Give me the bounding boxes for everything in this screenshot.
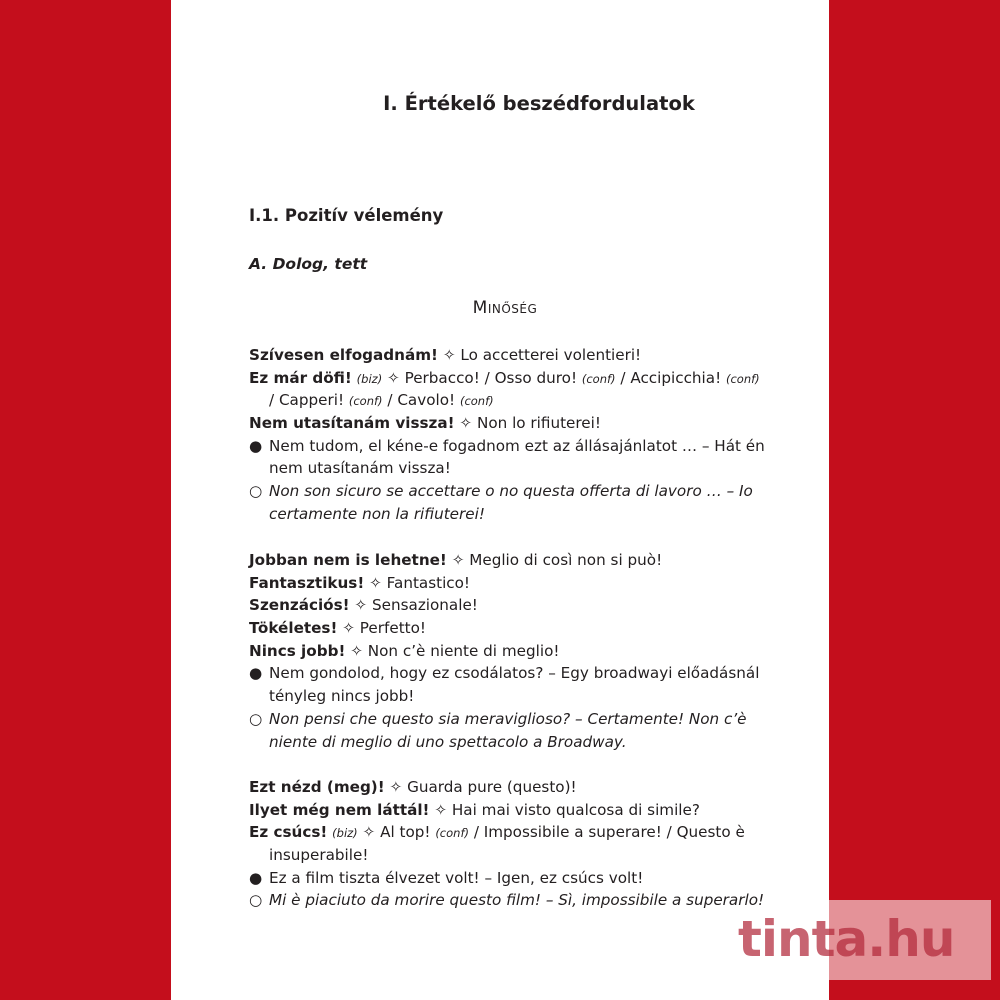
example-hu: ● Nem tudom, el kéne-e fogadnom ezt az állásajánlatot … – Hát én <box>249 435 765 458</box>
star-icon: ✧ <box>350 641 363 660</box>
it-phrase: Perfetto! <box>359 619 426 638</box>
hu-phrase: Nincs jobb! <box>249 641 346 660</box>
hu-phrase: Ez csúcs! <box>249 823 328 842</box>
hu-phrase: Nem utasítanám vissza! <box>249 414 455 433</box>
entry-line-continued <box>249 389 765 412</box>
it-phrase: Lo accetterei volentieri! <box>460 346 642 364</box>
chapter-title: I. Értékelő beszédfordulatok <box>383 92 695 115</box>
entry-line <box>249 799 764 822</box>
hu-phrase: Ilyet még nem láttál! <box>249 800 430 819</box>
entry-line <box>249 572 759 595</box>
hollow-bullet-icon: ○ <box>249 891 263 910</box>
it-phrase: Perbacco! / Osso duro! <box>404 368 578 387</box>
it-phrase: Sensazionale! <box>371 596 478 615</box>
register-tag: (biz) <box>356 371 383 386</box>
filled-bullet-icon: ● <box>249 664 263 683</box>
hu-phrase: Ezt nézd (meg)! <box>249 778 385 796</box>
watermark-logo: tinta.hu <box>738 910 955 968</box>
example-hu-continued: tényleg nincs jobb! <box>269 687 415 706</box>
entry-line <box>249 367 765 390</box>
entry-block-3 <box>249 776 764 912</box>
register-tag: (conf) <box>348 394 383 409</box>
it-phrase: / Cavolo! <box>387 391 456 410</box>
hu-phrase: Tökéletes! <box>249 619 338 638</box>
example-it: ○ Non pensi che questo sia meraviglioso? – Certamente! Non c’è <box>249 708 759 731</box>
register-tag: (biz) <box>332 826 358 841</box>
entry-block-1 <box>249 344 765 526</box>
entry-line-continued: insuperabile! <box>269 846 369 865</box>
sub-title: A. Dolog, tett <box>249 255 368 273</box>
example-hu-continued: nem utasítanám vissza! <box>269 459 451 478</box>
entry-block-2 <box>249 549 759 753</box>
category-heading: Minőség <box>472 298 538 318</box>
dictionary-page <box>171 0 829 1000</box>
it-phrase: Guarda pure (questo)! <box>407 778 577 796</box>
it-phrase: Hai mai visto qualcosa di simile? <box>451 800 700 819</box>
it-phrase: Non lo rifiuterei! <box>476 414 601 433</box>
entry-line <box>249 776 764 799</box>
it-phrase: / Accipicchia! <box>620 368 722 387</box>
hu-phrase: Szenzációs! <box>249 596 350 615</box>
it-phrase: / Impossibile a superare! / Questo è <box>473 823 745 842</box>
star-icon: ✧ <box>434 800 448 819</box>
filled-bullet-icon: ● <box>249 868 263 887</box>
it-phrase: Fantastico! <box>386 573 471 592</box>
star-icon: ✧ <box>387 368 400 387</box>
it-phrase: Al top! <box>380 823 431 842</box>
section-title: I.1. Pozitív vélemény <box>249 206 444 225</box>
example-hu: ● Nem gondolod, hogy ez csodálatos? – Egy broadwayi előadásnál <box>249 662 759 685</box>
star-icon: ✧ <box>389 778 403 796</box>
entry-line <box>249 640 759 663</box>
it-phrase: / Capperi! <box>269 391 345 410</box>
hu-phrase: Szívesen elfogadnám! <box>249 346 438 364</box>
hu-phrase: Fantasztikus! <box>249 573 365 592</box>
star-icon: ✧ <box>442 346 456 364</box>
filled-bullet-icon: ● <box>249 436 263 455</box>
register-tag: (conf) <box>726 371 760 386</box>
it-phrase: Non c’è niente di meglio! <box>367 641 560 660</box>
example-hu: ● Ez a film tiszta élvezet volt! – Igen, ez csúcs volt! <box>249 867 764 890</box>
star-icon: ✧ <box>451 551 465 569</box>
entry-line <box>249 412 765 435</box>
star-icon: ✧ <box>362 823 376 842</box>
star-icon: ✧ <box>354 596 368 615</box>
entry-line <box>249 617 759 640</box>
hu-phrase: Ez már döfi! <box>249 368 352 387</box>
star-icon: ✧ <box>369 573 382 592</box>
star-icon: ✧ <box>342 619 355 638</box>
entry-line <box>249 549 759 572</box>
example-it-continued: certamente non la rifiuterei! <box>269 504 485 523</box>
register-tag: (conf) <box>459 394 494 409</box>
star-icon: ✧ <box>459 414 473 433</box>
entry-line <box>249 594 759 617</box>
hollow-bullet-icon: ○ <box>249 709 263 728</box>
register-tag: (conf) <box>435 826 469 841</box>
entry-line <box>249 821 764 844</box>
example-it: ○ Mi è piaciuto da morire questo film! – Sì, impossibile a superarlo! <box>249 889 764 912</box>
register-tag: (conf) <box>581 371 616 386</box>
entry-line <box>249 344 765 367</box>
example-it-continued: niente di meglio di uno spettacolo a Broadway. <box>269 732 627 751</box>
hu-phrase: Jobban nem is lehetne! <box>249 551 447 569</box>
example-it: ○ Non son sicuro se accettare o no questa offerta di lavoro … – Io <box>249 480 765 503</box>
it-phrase: Meglio di così non si può! <box>469 551 663 569</box>
hollow-bullet-icon: ○ <box>249 482 263 501</box>
